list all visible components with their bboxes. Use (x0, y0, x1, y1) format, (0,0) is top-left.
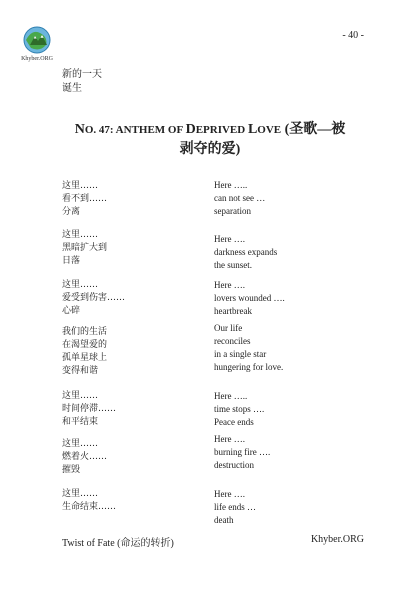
intro-lines (62, 68, 102, 96)
stanza-en (214, 279, 285, 318)
stanza-en (214, 179, 265, 218)
stanza-zh (62, 438, 107, 477)
stanza-en (214, 390, 264, 429)
poem-line: Here …. (214, 434, 245, 444)
poem-line: Here …. (214, 280, 245, 290)
title-part: EPRIVED (195, 124, 248, 136)
stanza-en (214, 322, 283, 374)
poem-line: 这里…… (62, 181, 99, 191)
stanza-zh (62, 229, 107, 268)
poem-line: 分离 (62, 207, 81, 217)
poem-line: 爱受到伤害…… (62, 293, 126, 303)
globe-logo-icon (18, 25, 56, 55)
site-logo[interactable] (18, 25, 56, 62)
poem-line: 这里…… (62, 280, 99, 290)
poem-line: death (214, 515, 234, 525)
stanza-en (214, 433, 270, 472)
poem-line: burning fire …. (214, 447, 271, 457)
poem-line: Here …. (214, 234, 245, 244)
poem-line: Our life (214, 323, 243, 333)
poem-line: can not see … (214, 193, 266, 203)
poem-line: 摧毁 (62, 465, 81, 475)
poem-line: reconciles (214, 336, 251, 346)
footer-site-link[interactable]: Khyber.ORG (310, 534, 364, 545)
stanza-zh (62, 326, 107, 378)
stanza-en (214, 488, 256, 527)
title-part: OVE (257, 124, 282, 136)
poem-title (62, 120, 358, 159)
stanza-en (214, 233, 277, 272)
poem-line: 日落 (62, 256, 81, 266)
poem-line: the sunset. (214, 260, 252, 270)
poem-line: heartbreak (214, 306, 252, 316)
poem-line: 这里…… (62, 439, 99, 449)
poem-line: darkness expands (214, 247, 278, 257)
poem-line: 我们的生活 (62, 327, 108, 337)
poem-line: 孤单星球上 (62, 353, 108, 363)
poem-line: 看不到…… (62, 194, 108, 204)
poem-line: 时间停滞…… (62, 404, 117, 414)
poem-line: Here ….. (214, 391, 248, 401)
poem-line: Here …. (214, 489, 245, 499)
poem-line: lovers wounded …. (214, 293, 285, 303)
poem-line: separation (214, 206, 251, 216)
poem-line: 黑暗扩大到 (62, 243, 108, 253)
poem-line: 变得和谐 (62, 366, 99, 376)
poem-line: Peace ends (214, 417, 254, 427)
stanza-zh (62, 488, 116, 514)
poem-line: 这里…… (62, 489, 99, 499)
logo-text: Khyber.ORG (21, 56, 53, 62)
stanza-zh (62, 390, 116, 429)
stanza-zh (62, 279, 125, 318)
poem-line: hungering for love. (214, 362, 284, 372)
poem-line: 心碎 (62, 306, 81, 316)
poem-line: 生命结束…… (62, 502, 117, 512)
poem-line: life ends … (214, 502, 256, 512)
poem-line: 燃着火…… (62, 452, 108, 462)
poem-line: Here ….. (214, 180, 248, 190)
title-part: N (74, 122, 85, 137)
page-number: - 40 - (342, 30, 364, 41)
poem-line: 和平结束 (62, 417, 99, 427)
title-part: 剥夺的爱) (179, 142, 241, 157)
poem-line: destruction (214, 460, 254, 470)
poem-line: 在渴望爱的 (62, 340, 108, 350)
title-part: NTHEM OF (123, 124, 186, 136)
title-part: D (185, 122, 196, 137)
poem-line: 这里…… (62, 391, 99, 401)
title-part: (圣歌—被 (281, 122, 346, 137)
poem-line: in a single star (214, 349, 267, 359)
poem-line: time stops …. (214, 404, 265, 414)
poem-line: 这里…… (62, 230, 99, 240)
intro-line: 新的一天 (62, 69, 102, 80)
title-part: O. 47: A (84, 124, 124, 136)
intro-line: 诞生 (62, 83, 82, 94)
footer-book-title: Twist of Fate (命运的转折) (62, 538, 174, 549)
title-part: L (247, 122, 258, 137)
stanza-zh (62, 180, 107, 219)
